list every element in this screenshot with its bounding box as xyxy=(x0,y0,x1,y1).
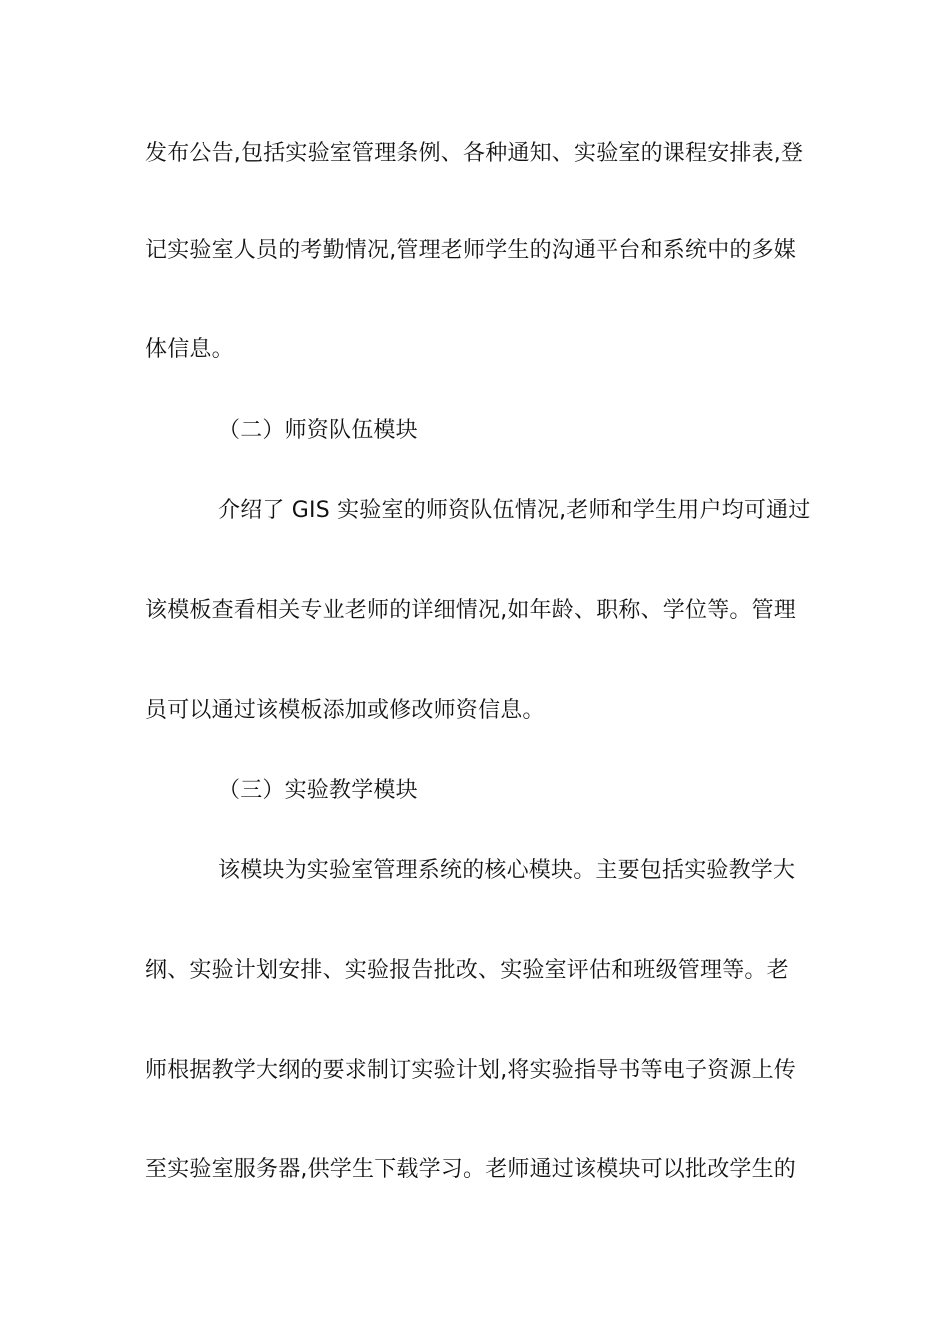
paragraph-line: 该模板查看相关专业老师的详细情况,如年龄、职称、学位等。管理 xyxy=(145,598,796,623)
paragraph-line: 员可以通过该模板添加或修改师资信息。 xyxy=(145,698,545,723)
paragraph-line: 介绍了 GIS 实验室的师资队伍情况,老师和学生用户均可通过 xyxy=(218,498,811,523)
paragraph-line: 体信息。 xyxy=(145,337,234,362)
paragraph-line: 发布公告,包括实验室管理条例、各种通知、实验室的课程安排表,登 xyxy=(145,141,804,166)
section-heading-teaching: （三）实验教学模块 xyxy=(218,778,418,803)
paragraph-line: 至实验室服务器,供学生下载学习。老师通过该模块可以批改学生的 xyxy=(145,1157,796,1182)
paragraph-line: 记实验室人员的考勤情况,管理老师学生的沟通平台和系统中的多媒 xyxy=(145,238,796,263)
section-heading-teachers: （二）师资队伍模块 xyxy=(218,418,418,443)
paragraph-line: 师根据教学大纲的要求制订实验计划,将实验指导书等电子资源上传 xyxy=(145,1058,796,1083)
paragraph-line: 纲、实验计划安排、实验报告批改、实验室评估和班级管理等。老 xyxy=(145,958,789,983)
paragraph-line: 该模块为实验室管理系统的核心模块。主要包括实验教学大 xyxy=(218,858,796,883)
